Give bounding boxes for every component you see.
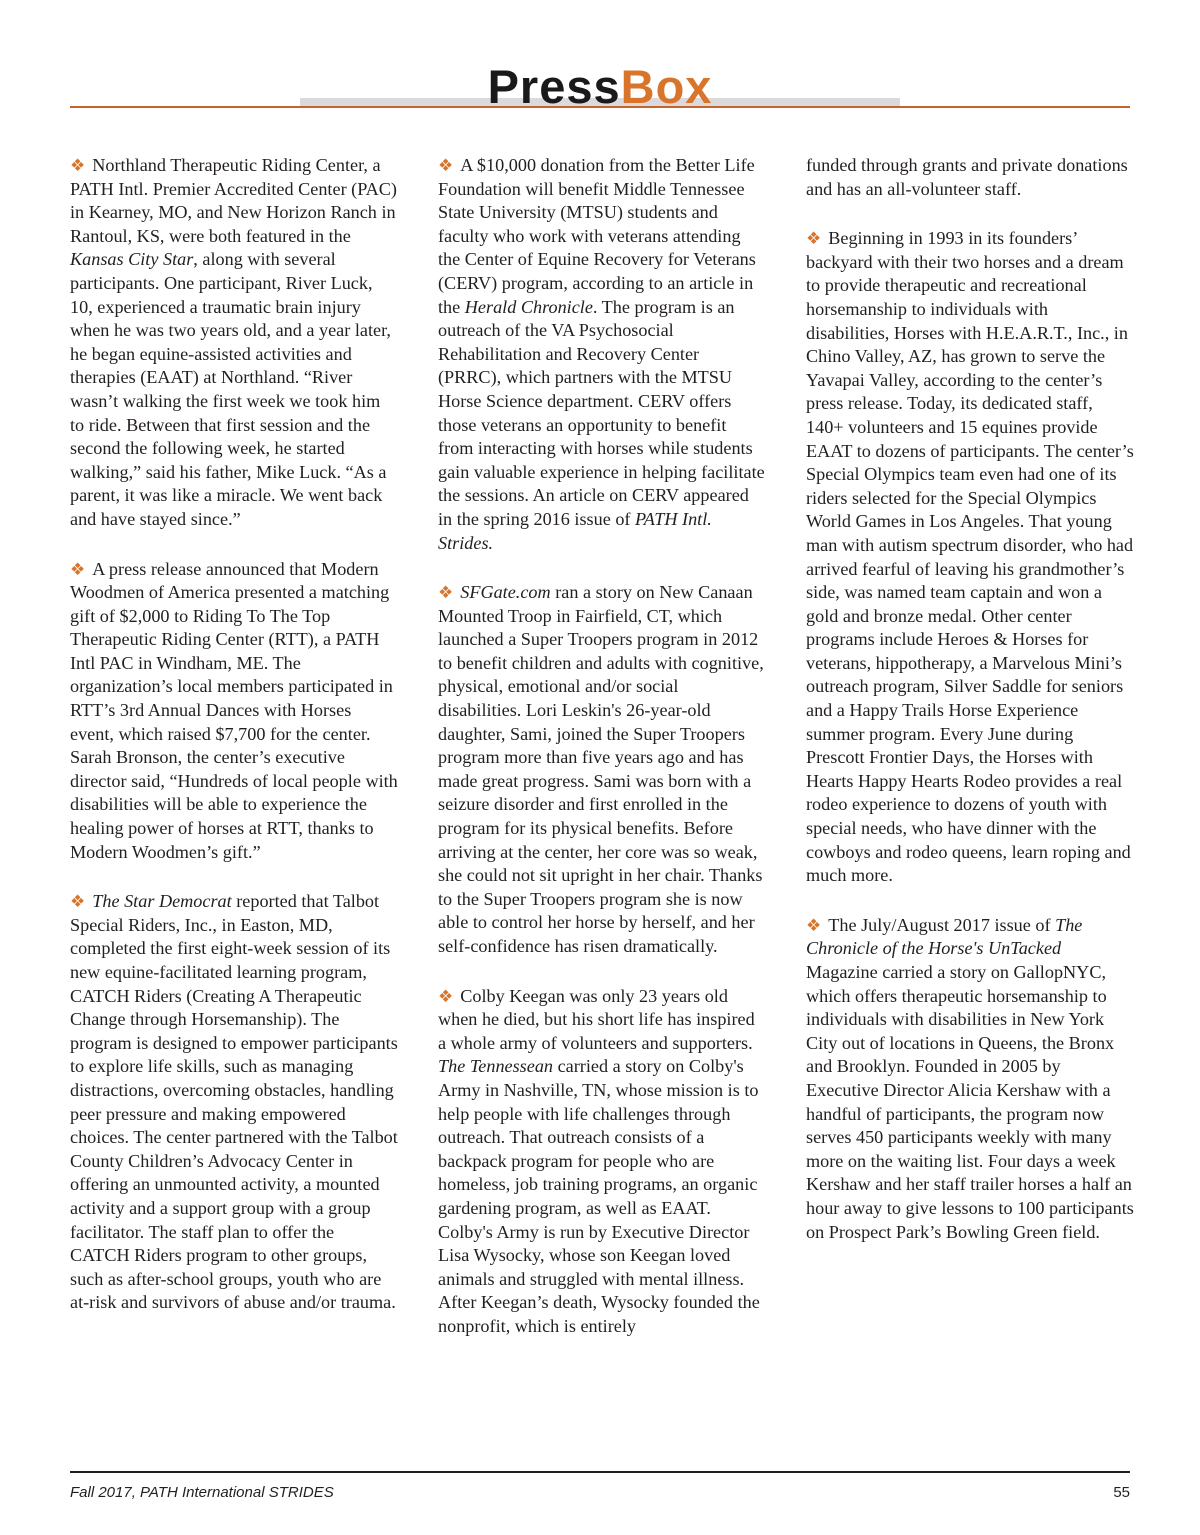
article-talbot: ❖ The Star Democrat reported that Talbot Special Riders, Inc., in Easton, MD, completed the first eight-week session of its new equine-facilitated learning program, CATCH Riders (Creating A Therapeutic Change through Horsemanship). The program is designed to empower participants to explore life skills, such as managing distractions, overcoming obstacles, handling peer pressure and making empowered choices. The center partnered with the Talbot County Children’s Advocacy Center in offering an unmounted activity, a mounted activity and a support group with a group facilitator. The staff plan to offer the CATCH Riders program to other groups, such as after-school groups, youth who are at-risk and survivors of abuse and/or trauma. (70, 891, 398, 1313)
diamond-bullet-icon: ❖ (438, 156, 454, 175)
section-masthead (0, 62, 1200, 112)
article-gallopnyc: ❖ The July/August 2017 issue of The Chronicle of the Horse's UnTacked Magazine carried a story on GallopNYC, which offers therapeutic horsemanship to individuals with disabilities in New York City out of locations in Queens, the Bronx and Brooklyn. Founded in 2005 by Executive Director Alicia Kershaw with a handful of participants, the program now serves 450 participants weekly with many more on the waiting list. Four days a week Kershaw and her staff trailer horses a half an hour away to give lessons to 100 participants on Prospect Park’s Bowling Green field. (806, 914, 1134, 1242)
diamond-bullet-icon: ❖ (70, 156, 86, 175)
diamond-bullet-icon: ❖ (438, 583, 454, 603)
article-colbys-army: ❖ Colby Keegan was only 23 years old when he died, but his short life has inspired a whole army of volunteers and supporters. The Tennessean carried a story on Colby's Army in Nashville, TN, whose mission is to help people with life challenges through outreach. That outreach consists of a backpack program for people who are homeless, job training programs, an organic gardening program, as well as EAAT. Colby's Army is run by Executive Director Lisa Wysocky, whose son Keegan loved animals and struggled with mental illness. After Keegan’s death, Wysocky founded the nonprofit, which is entirely (438, 985, 760, 1336)
masthead-press: Press (487, 60, 621, 113)
article-horses-with-heart: ❖ Beginning in 1993 in its founders’ backyard with their two horses and a dream to provide therapeutic and recreational horsemanship to individuals with disabilities, Horses with H.E.A.R.T., Inc., in Chino Valley, AZ, has grown to serve the Yavapai Valley, according to the center’s press release. Today, its dedicated staff, 140+ volunteers and 15 equines provide EAAT to dozens of participants. The center’s Special Olympics team even had one of its riders selected for the Special Olympics World Games in Los Angeles. That young man with autism spectrum disorder, who had arrived fearful of leaving his grandmother’s side, was named team captain and won a gold and bronze medal. Other center programs include Heroes & Horses for veterans, hippotherapy, a Marvelous Mini’s outreach program, Silver Saddle for seniors and a Happy Trails Horse Experience summer program. Every June during Prescott Frontier Days, the Horses with Hearts Happy Hearts Rodeo provides a real rodeo experience to dozens of youth with special needs, who have dinner with the cowboys and rodeo queens, learn roping and much more. (806, 228, 1134, 886)
page-number: 55 (1113, 1484, 1130, 1501)
article-mtsu: ❖ A $10,000 donation from the Better Life Foundation will benefit Middle Tennessee State University (MTSU) students and faculty who work with veterans attending the Center of Equine Recovery for Veterans (CERV) program, according to an article in the Herald Chronicle. The program is an outreach of the VA Psychosocial Rehabilitation and Recovery Center (PRRC), which partners with the MTSU Horse Science department. CERV offers those veterans an opportunity to benefit from interacting with horses while students gain valuable experience in helping facilitate the sessions. An article on CERV appeared in the spring 2016 issue of PATH Intl. Strides. (438, 155, 765, 553)
article-riding-to-the-top: ❖ A press release announced that Modern Woodmen of America presented a matching gift of $2,000 to Riding To The Top Therapeutic Riding Center (RTT), a PATH Intl PAC in Windham, ME. The organization’s local members participated in RTT’s 3rd Annual Dances with Horses event, which raised $7,700 for the center. Sarah Bronson, the center’s executive director said, “Hundreds of local people with disabilities will be able to experience the healing power of horses at RTT, thanks to Modern Woodmen’s gift.” (70, 558, 398, 862)
column-1 (70, 154, 398, 1341)
diamond-bullet-icon: ❖ (806, 229, 822, 249)
footer-publication: Fall 2017, PATH International STRIDES (70, 1484, 334, 1501)
column-2 (438, 154, 766, 1365)
article-colbys-army-cont: funded through grants and private donations and has an all-volunteer staff. (806, 155, 1128, 199)
diamond-bullet-icon: ❖ (70, 559, 86, 579)
diamond-bullet-icon: ❖ (70, 892, 86, 912)
diamond-bullet-icon: ❖ (438, 986, 454, 1006)
article-northland: ❖ Northland Therapeutic Riding Center, a PATH Intl. Premier Accredited Center (PAC) in Kearney, MO, and New Horizon Ranch in Rantoul, KS, were both featured in the Kansas City Star, along with several participants. One participant, River Luck, 10, experienced a traumatic brain injury when he was two years old, and a year later, he began equine-assisted activities and therapies (EAAT) at Northland. “River wasn’t walking the first week we took him to ride. Between that first session and the second the following week, he started walking,” said his father, Mike Luck. “As a parent, it was like a miracle. We went back and have stayed since.” (70, 155, 397, 529)
footer-rule (70, 1471, 1130, 1473)
masthead-box: Box (620, 60, 713, 113)
article-sfgate: ❖ SFGate.com ran a story on New Canaan Mounted Troop in Fairfield, CT, which launched a Super Troopers program in 2012 to benefit children and adults with cognitive, physical, emotional and/or social disabilities. Lori Leskin's 26-year-old daughter, Sami, joined the Super Troopers program more than five years ago and has made great progress. Sami was born with a seizure disorder and first enrolled in the program for its physical benefits. Before arriving at the center, her core was so weak, she could not sit upright in her chair. Thanks to the Super Troopers program she is now able to control her horse by herself, and her self-confidence has risen dramatically. (438, 582, 764, 956)
column-3 (806, 154, 1134, 1270)
diamond-bullet-icon: ❖ (806, 915, 822, 935)
